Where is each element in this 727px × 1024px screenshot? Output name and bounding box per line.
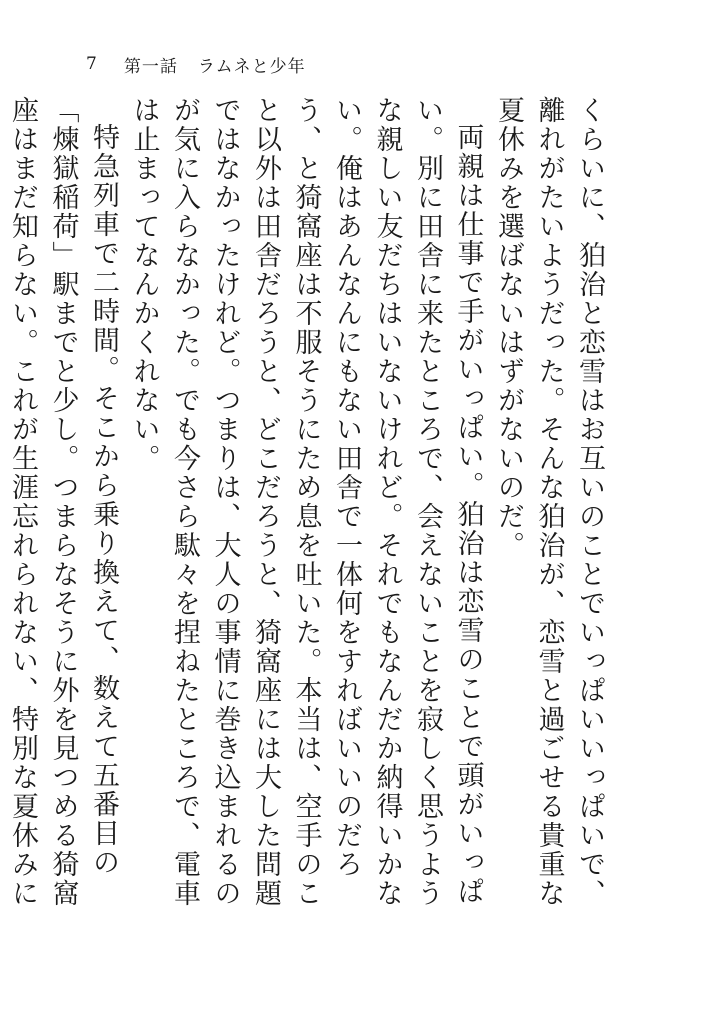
body-text <box>7 96 609 916</box>
paragraph-2: 両親は仕事で手がいっぱい。狛治は恋雪のことで頭がいっぱい。別に田舎に来たところで、会えないことを寂しく思うような親しい友だちはいないけれど。それでもなんだか納得いかない。俺はあんなんにもない田舎で一体何をすればいいのだろう、と猗窩座は不服そうにため息を吐いた。本当は、空手のこと以外は田舎だろうと、どこだろうと、猗窩座には大した問題ではなかったけれど。つまりは、大人の事情に巻き込まれるのが気に入らなかった。でも今さら駄々を捏ねたところで、電車は止まってなんかくれない。 <box>128 96 484 908</box>
page-number: 7 <box>86 54 98 74</box>
chapter-label: 第一話 <box>123 56 178 77</box>
paragraph-3: 特急列車で二時間。そこから乗り換えて、数えて五番目の「煉獄稲荷」駅までと少し。つまらなそうに外を見つめる猗窩座はまだ知らない。これが生涯忘れられない、特別な夏休みに <box>7 96 119 908</box>
running-header <box>86 52 306 76</box>
chapter-title: ラムネと少年 <box>197 56 306 77</box>
paragraph-1: くらいに、狛治と恋雪はお互いのことでいっぱいいっぱいで、離れがたいようだった。そんな狛治が、恋雪と過ごせる貴重な夏休みを選ばないはずがないのだ。 <box>493 96 605 908</box>
